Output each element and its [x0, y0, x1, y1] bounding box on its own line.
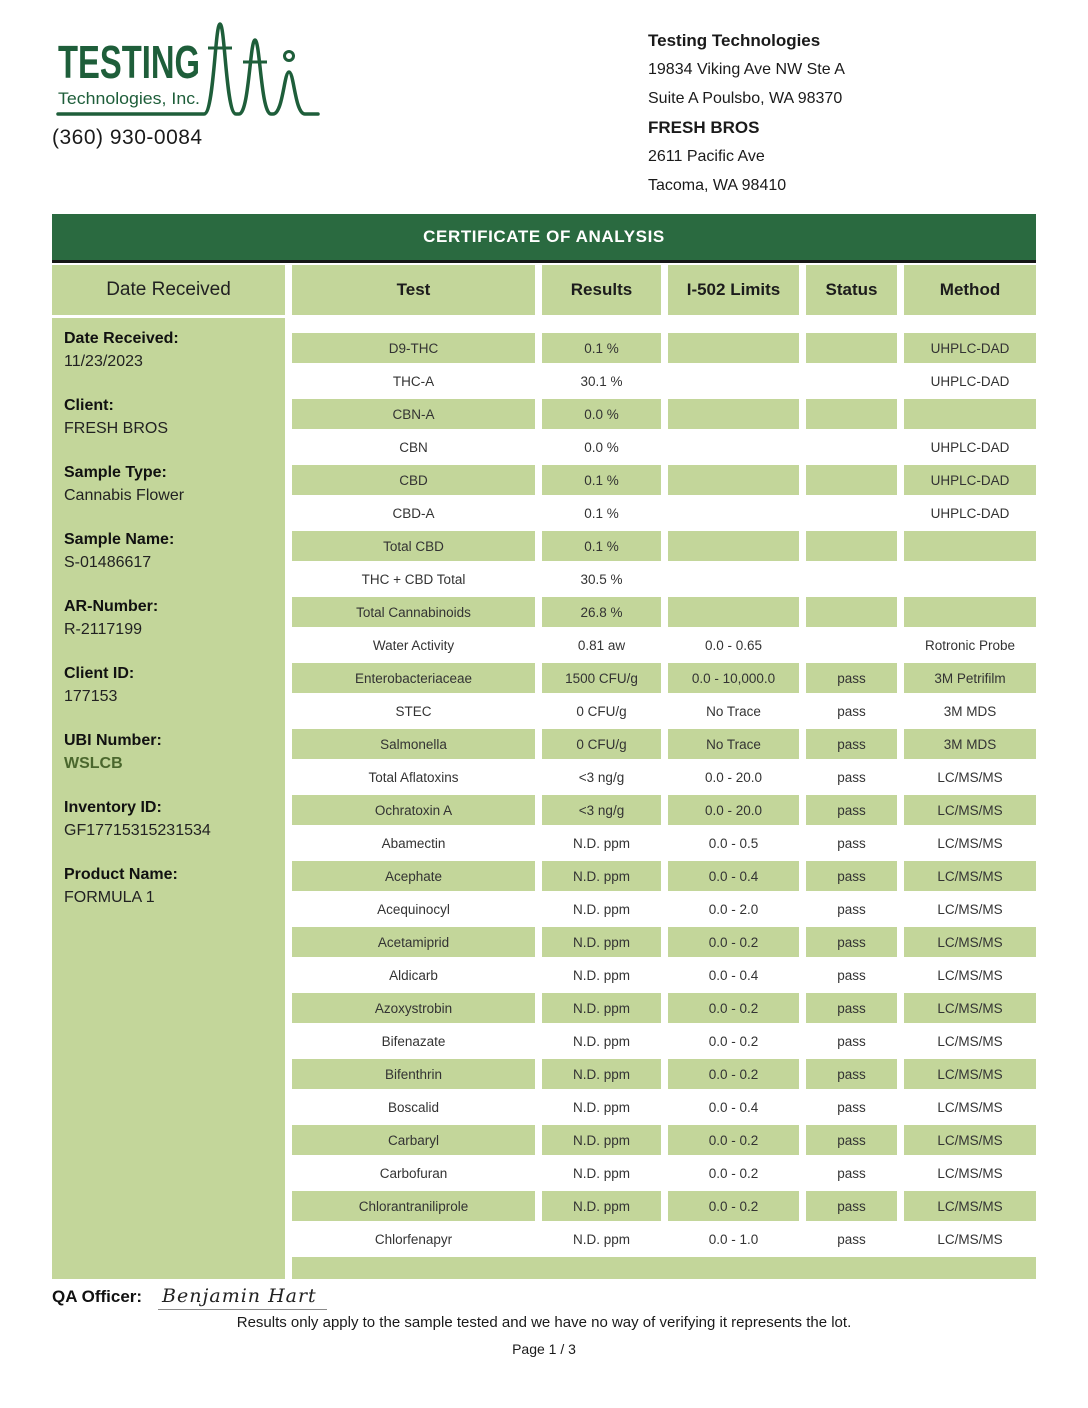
cell-status: pass [806, 696, 897, 726]
peak-dot-icon [285, 52, 294, 61]
cell-method: 3M MDS [904, 729, 1036, 759]
cell-test: Total Aflatoxins [292, 762, 535, 792]
sample-info-panel [52, 318, 285, 1279]
field-value: FORMULA 1 [64, 889, 155, 906]
cell-test: THC-A [292, 366, 535, 396]
cell-method: LC/MS/MS [904, 1125, 1036, 1155]
cell-method: LC/MS/MS [904, 1158, 1036, 1188]
cell-test: Carbofuran [292, 1158, 535, 1188]
cell-limit [668, 399, 799, 429]
cell-method: UHPLC-DAD [904, 366, 1036, 396]
cell-result: N.D. ppm [542, 1158, 661, 1188]
column-header-results: Results [542, 265, 661, 315]
cell-result: N.D. ppm [542, 927, 661, 957]
cell-limit [668, 333, 799, 363]
lab-address-line2: Suite A Poulsbo, WA 98370 [648, 90, 843, 107]
cell-test: Total Cannabinoids [292, 597, 535, 627]
cell-limit: 0.0 - 0.4 [668, 1092, 799, 1122]
cell-method: LC/MS/MS [904, 1092, 1036, 1122]
cell-result: 0.1 % [542, 498, 661, 528]
disclaimer-text: Results only apply to the sample tested and we have no way of verifying it represents the lot. [236, 1314, 852, 1331]
cell-test: Total CBD [292, 531, 535, 561]
cell-test: Boscalid [292, 1092, 535, 1122]
sample-info-field [64, 327, 273, 373]
cell-result: 1500 CFU/g [542, 663, 661, 693]
cell-status: pass [806, 1158, 897, 1188]
certificate-banner: CERTIFICATE OF ANALYSIS [52, 214, 1036, 263]
cell-test: Chlorantraniliprole [292, 1191, 535, 1221]
cell-limit: 0.0 - 0.2 [668, 1026, 799, 1056]
field-label: Sample Name: [64, 531, 175, 548]
cell-status: pass [806, 1191, 897, 1221]
cell-test: Ochratoxin A [292, 795, 535, 825]
field-label: Date Received: [64, 330, 179, 347]
cell-method [904, 597, 1036, 627]
cell-method: LC/MS/MS [904, 1191, 1036, 1221]
cell-method [904, 564, 1036, 594]
cell-status [806, 333, 897, 363]
cell-method: LC/MS/MS [904, 894, 1036, 924]
sample-info-field [64, 729, 273, 775]
cell-limit: 0.0 - 0.2 [668, 993, 799, 1023]
cell-limit [668, 465, 799, 495]
cell-limit: 0.0 - 20.0 [668, 795, 799, 825]
cell-result: 30.1 % [542, 366, 661, 396]
cell-method: UHPLC-DAD [904, 465, 1036, 495]
cell-result: N.D. ppm [542, 1224, 661, 1254]
column-header-limits: I-502 Limits [668, 265, 799, 315]
cell-test: Acephate [292, 861, 535, 891]
address-block [648, 14, 845, 200]
cell-result: 0.0 % [542, 399, 661, 429]
cell-status [806, 564, 897, 594]
cell-limit: 0.0 - 0.4 [668, 960, 799, 990]
cell-limit: 0.0 - 0.65 [668, 630, 799, 660]
sample-info-field [64, 796, 273, 842]
cell-limit: 0.0 - 0.2 [668, 927, 799, 957]
cell-status: pass [806, 729, 897, 759]
sample-info-field [64, 863, 273, 909]
cell-status: pass [806, 1059, 897, 1089]
sample-info-field [64, 394, 273, 440]
sample-info-field [64, 461, 273, 507]
cell-method: LC/MS/MS [904, 960, 1036, 990]
table-trailing-row [292, 1257, 1036, 1279]
cell-result: N.D. ppm [542, 861, 661, 891]
lab-name: Testing Technologies [648, 31, 821, 50]
cell-method: UHPLC-DAD [904, 432, 1036, 462]
cell-result: N.D. ppm [542, 1125, 661, 1155]
cell-status: pass [806, 1092, 897, 1122]
cell-method: Rotronic Probe [904, 630, 1036, 660]
cell-result: 0 CFU/g [542, 729, 661, 759]
cell-method: LC/MS/MS [904, 1224, 1036, 1254]
cell-status: pass [806, 828, 897, 858]
logo-brand-text: TESTING [58, 36, 200, 88]
table-spacer [292, 318, 1036, 330]
cell-status: pass [806, 1224, 897, 1254]
cell-result: N.D. ppm [542, 828, 661, 858]
field-label: Sample Type: [64, 464, 167, 481]
cell-limit [668, 531, 799, 561]
cell-test: D9-THC [292, 333, 535, 363]
cell-method: LC/MS/MS [904, 1059, 1036, 1089]
cell-method: LC/MS/MS [904, 927, 1036, 957]
cell-limit [668, 597, 799, 627]
cell-result: 0.1 % [542, 333, 661, 363]
cell-status [806, 399, 897, 429]
results-table [52, 265, 1036, 1279]
field-label: Client: [64, 397, 114, 414]
cell-result: 26.8 % [542, 597, 661, 627]
cell-limit: 0.0 - 0.2 [668, 1158, 799, 1188]
field-label: Inventory ID: [64, 799, 162, 816]
cell-test: Enterobacteriaceae [292, 663, 535, 693]
field-label: Client ID: [64, 665, 135, 682]
cell-limit [668, 498, 799, 528]
cell-test: CBD [292, 465, 535, 495]
field-value: 11/23/2023 [64, 353, 143, 370]
cell-limit: 0.0 - 20.0 [668, 762, 799, 792]
lab-logo-block [52, 14, 648, 150]
field-label: UBI Number: [64, 732, 162, 749]
column-header-test: Test [292, 265, 535, 315]
cell-status: pass [806, 927, 897, 957]
cell-method: 3M Petrifilm [904, 663, 1036, 693]
cell-status [806, 498, 897, 528]
field-value: Cannabis Flower [64, 487, 185, 504]
cell-result: 0.81 aw [542, 630, 661, 660]
cell-test: Abamectin [292, 828, 535, 858]
cell-method: LC/MS/MS [904, 993, 1036, 1023]
sample-info-field [64, 662, 273, 708]
cell-limit [668, 564, 799, 594]
logo-sub-text: Technologies, Inc. [58, 89, 200, 108]
cell-method: 3M MDS [904, 696, 1036, 726]
sample-info-field [64, 528, 273, 574]
cell-limit: 0.0 - 0.2 [668, 1191, 799, 1221]
cell-test: Azoxystrobin [292, 993, 535, 1023]
cell-status [806, 366, 897, 396]
cell-status: pass [806, 1125, 897, 1155]
cell-status [806, 432, 897, 462]
column-header-method: Method [904, 265, 1036, 315]
cell-limit: 0.0 - 0.2 [668, 1059, 799, 1089]
sample-info-field [64, 595, 273, 641]
cell-status [806, 531, 897, 561]
cell-test: Chlorfenapyr [292, 1224, 535, 1254]
cell-result: 0.1 % [542, 531, 661, 561]
cell-limit: 0.0 - 10,000.0 [668, 663, 799, 693]
cell-result: N.D. ppm [542, 993, 661, 1023]
cell-status: pass [806, 762, 897, 792]
cell-result: N.D. ppm [542, 960, 661, 990]
cell-method: LC/MS/MS [904, 762, 1036, 792]
cell-test: Salmonella [292, 729, 535, 759]
cell-test: Water Activity [292, 630, 535, 660]
cell-result: <3 ng/g [542, 762, 661, 792]
cell-result: N.D. ppm [542, 1059, 661, 1089]
cell-method [904, 531, 1036, 561]
cell-result: N.D. ppm [542, 894, 661, 924]
field-value: GF17715315231534 [64, 822, 211, 839]
cell-limit [668, 432, 799, 462]
field-label: Product Name: [64, 866, 178, 883]
cell-test: THC + CBD Total [292, 564, 535, 594]
cell-status [806, 465, 897, 495]
cell-method: LC/MS/MS [904, 828, 1036, 858]
cell-test: Bifenazate [292, 1026, 535, 1056]
lab-logo-icon [52, 14, 322, 124]
cell-method: UHPLC-DAD [904, 498, 1036, 528]
cell-limit: 0.0 - 0.5 [668, 828, 799, 858]
cell-limit: 0.0 - 1.0 [668, 1224, 799, 1254]
field-value: FRESH BROS [64, 420, 169, 437]
lab-address-line1: 19834 Viking Ave NW Ste A [648, 61, 845, 78]
qa-officer-label: QA Officer: [52, 1287, 143, 1306]
cell-limit: No Trace [668, 729, 799, 759]
cell-test: Bifenthrin [292, 1059, 535, 1089]
cell-method [904, 399, 1036, 429]
qa-officer-signature: Benjamin Hart [158, 1285, 327, 1310]
cell-result: N.D. ppm [542, 1092, 661, 1122]
cell-test: CBN-A [292, 399, 535, 429]
page-number: Page 1 / 3 [512, 1341, 576, 1357]
cell-result: <3 ng/g [542, 795, 661, 825]
cell-test: Carbaryl [292, 1125, 535, 1155]
cell-status: pass [806, 993, 897, 1023]
cell-test: Acequinocyl [292, 894, 535, 924]
field-value: S-01486617 [64, 554, 152, 571]
cell-status: pass [806, 1026, 897, 1056]
cell-result: 0.0 % [542, 432, 661, 462]
cell-status: pass [806, 894, 897, 924]
cell-status [806, 597, 897, 627]
cell-limit: 0.0 - 0.4 [668, 861, 799, 891]
cell-status: pass [806, 861, 897, 891]
cell-result: 30.5 % [542, 564, 661, 594]
document-header [52, 14, 1036, 200]
lab-phone: (360) 930-0084 [52, 126, 203, 149]
client-address-line1: 2611 Pacific Ave [648, 148, 765, 165]
cell-method: LC/MS/MS [904, 861, 1036, 891]
cell-result: 0 CFU/g [542, 696, 661, 726]
cell-result: N.D. ppm [542, 1191, 661, 1221]
cell-result: 0.1 % [542, 465, 661, 495]
cell-limit: No Trace [668, 696, 799, 726]
cell-status: pass [806, 960, 897, 990]
client-address-line2: Tacoma, WA 98410 [648, 177, 787, 194]
cell-status: pass [806, 795, 897, 825]
cell-test: Acetamiprid [292, 927, 535, 957]
cell-method: LC/MS/MS [904, 1026, 1036, 1056]
cell-status: pass [806, 663, 897, 693]
cell-test: STEC [292, 696, 535, 726]
field-label: AR-Number: [64, 598, 159, 615]
cell-test: CBN [292, 432, 535, 462]
column-header-date-received: Date Received [52, 265, 285, 315]
cell-result: N.D. ppm [542, 1026, 661, 1056]
client-name: FRESH BROS [648, 118, 760, 137]
cell-status [806, 630, 897, 660]
field-value: 177153 [64, 688, 118, 705]
qa-officer-row [52, 1285, 1036, 1310]
cell-limit [668, 366, 799, 396]
cell-method: LC/MS/MS [904, 795, 1036, 825]
field-value: WSLCB [64, 755, 123, 772]
cell-test: Aldicarb [292, 960, 535, 990]
cell-method: UHPLC-DAD [904, 333, 1036, 363]
cell-test: CBD-A [292, 498, 535, 528]
cell-limit: 0.0 - 2.0 [668, 894, 799, 924]
column-header-status: Status [806, 265, 897, 315]
field-value: R-2117199 [64, 621, 142, 638]
cell-limit: 0.0 - 0.2 [668, 1125, 799, 1155]
